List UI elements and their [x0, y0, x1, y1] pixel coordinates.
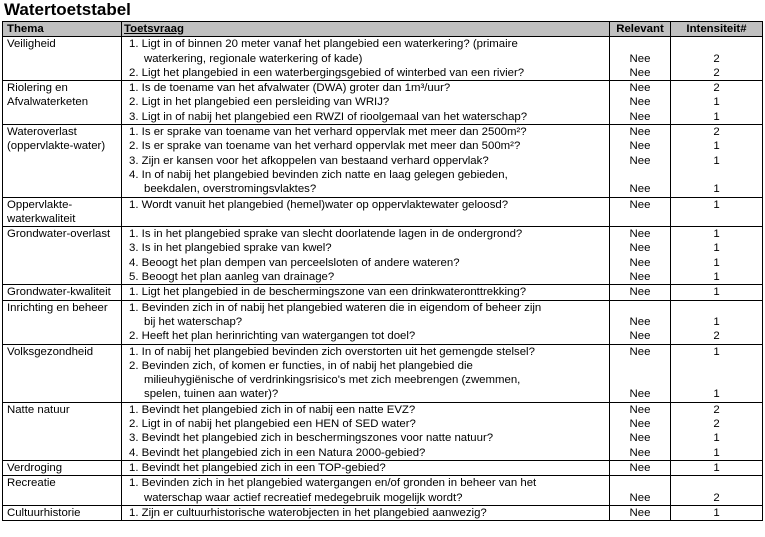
intensiteit-value: 2 — [713, 66, 720, 79]
question-line: 2. Ligt het plangebied in een waterbergingsgebied of winterbed van een rivier? — [129, 66, 525, 79]
toetsvraag-cell — [122, 125, 610, 197]
thema-label: Oppervlakte-waterkwaliteit — [7, 198, 76, 225]
question-line: waterschap waar actief recreatief medegebruik mogelijk wordt? — [144, 491, 463, 504]
intensiteit-value: 2 — [713, 82, 720, 95]
relevant-cell — [610, 402, 671, 460]
thema-label: Wateroverlast (oppervlakte-water) — [7, 126, 106, 153]
relevant-cell — [610, 125, 671, 197]
toetsvraag-cell — [122, 344, 610, 402]
question-line: spelen, tuinen aan water)? — [144, 388, 279, 401]
relevant-value: Nee — [629, 242, 651, 255]
table-row — [3, 505, 763, 520]
relevant-cell — [610, 344, 671, 402]
intensiteit-value: 1 — [713, 140, 720, 153]
spacer — [673, 476, 760, 490]
intensiteit-cell — [671, 402, 763, 460]
table-body — [3, 37, 763, 521]
relevant-value: Nee — [629, 271, 651, 284]
header-intensiteit: Intensiteit# — [671, 22, 763, 37]
question-line: 2. Ligt in het plangebied een persleiding van WRIJ? — [129, 96, 390, 109]
intensiteit-cell — [671, 344, 763, 402]
intensiteit-cell — [671, 285, 763, 300]
question-line: 1. Zijn er cultuurhistorische waterobjecten in het plangebied aanwezig? — [129, 506, 487, 519]
spacer — [612, 168, 668, 182]
spacer — [673, 373, 760, 387]
intensiteit-value: 1 — [713, 315, 720, 328]
question-line: 1. Bevindt het plangebied zich in een TOP-gebied? — [129, 461, 386, 474]
page-title: Watertoetstabel — [4, 0, 131, 19]
intensiteit-cell — [671, 197, 763, 227]
toetsvraag-cell — [122, 300, 610, 344]
thema-label: Natte natuur — [7, 403, 70, 416]
question-line: 1. Ligt het plangebied in de beschermingszone van een drinkwateronttrekking? — [129, 286, 527, 299]
spacer — [612, 359, 668, 373]
intensiteit-value: 2 — [713, 418, 720, 431]
relevant-value: Nee — [629, 140, 651, 153]
thema-label: Inrichting en beheer — [7, 301, 108, 314]
toetsvraag-cell — [122, 227, 610, 285]
thema-cell — [3, 460, 122, 475]
relevant-value: Nee — [629, 286, 651, 299]
relevant-value: Nee — [629, 315, 651, 328]
intensiteit-value: 1 — [713, 271, 720, 284]
relevant-value: Nee — [629, 506, 651, 519]
toetsvraag-cell — [122, 476, 610, 506]
intensiteit-cell — [671, 300, 763, 344]
table-row — [3, 81, 763, 125]
question-line: 3. Is in het plangebied sprake van kwel? — [129, 242, 332, 255]
intensiteit-value: 1 — [713, 388, 720, 401]
table-row — [3, 344, 763, 402]
intensiteit-value: 1 — [713, 183, 720, 196]
intensiteit-value: 1 — [713, 446, 720, 459]
thema-cell — [3, 285, 122, 300]
thema-cell — [3, 505, 122, 520]
intensiteit-cell — [671, 81, 763, 125]
relevant-cell — [610, 460, 671, 475]
relevant-value: Nee — [629, 183, 651, 196]
question-line: 2. Is er sprake van toename van het verhard oppervlak met meer dan 500m²? — [129, 140, 521, 153]
intensiteit-value: 2 — [713, 330, 720, 343]
table-row — [3, 476, 763, 506]
intensiteit-value: 1 — [713, 432, 720, 445]
table-row — [3, 285, 763, 300]
table-row — [3, 300, 763, 344]
intensiteit-value: 1 — [713, 110, 720, 123]
relevant-value: Nee — [629, 256, 651, 269]
relevant-cell — [610, 505, 671, 520]
intensiteit-cell — [671, 476, 763, 506]
question-line: waterkering, regionale waterkering of kade) — [144, 52, 363, 65]
question-line: 4. Beoogt het plan dempen van perceelsloten of andere wateren? — [129, 256, 460, 269]
thema-cell — [3, 402, 122, 460]
table-header-row — [3, 22, 763, 37]
intensiteit-value: 1 — [713, 154, 720, 167]
relevant-cell — [610, 476, 671, 506]
thema-cell — [3, 227, 122, 285]
toetsvraag-cell — [122, 197, 610, 227]
question-line: 3. Bevindt het plangebied zich in beschermingszones voor natte natuur? — [129, 432, 494, 445]
question-line: 2. Heeft het plan herinrichting van watergangen tot doel? — [129, 330, 416, 343]
intensiteit-value: 2 — [713, 403, 720, 416]
intensiteit-value: 1 — [713, 242, 720, 255]
header-thema: Thema — [3, 22, 122, 37]
intensiteit-value: 1 — [713, 345, 720, 358]
watertoets-table — [2, 21, 763, 521]
intensiteit-value: 1 — [713, 198, 720, 211]
thema-label: Veiligheid — [7, 38, 56, 51]
question-line: 1. Ligt in of binnen 20 meter vanaf het plangebied een waterkering? (primaire — [129, 38, 518, 51]
intensiteit-value: 2 — [713, 126, 720, 139]
intensiteit-value: 1 — [713, 256, 720, 269]
relevant-cell — [610, 285, 671, 300]
header-toetsvraag: Toetsvraag — [122, 22, 610, 37]
table-row — [3, 37, 763, 81]
intensiteit-value: 1 — [713, 286, 720, 299]
relevant-cell — [610, 37, 671, 81]
relevant-value: Nee — [629, 491, 651, 504]
relevant-cell — [610, 227, 671, 285]
relevant-value: Nee — [629, 66, 651, 79]
table-row — [3, 197, 763, 227]
relevant-value: Nee — [629, 96, 651, 109]
table-row — [3, 125, 763, 197]
question-line: 4. In of nabij het plangebied bevinden zich natte en laag gelegen gebieden, — [129, 168, 508, 181]
toetsvraag-cell — [122, 402, 610, 460]
relevant-value: Nee — [629, 110, 651, 123]
relevant-value: Nee — [629, 418, 651, 431]
question-line: 1. In of nabij het plangebied bevinden zich overstorten uit het gemengde stelsel? — [129, 345, 535, 358]
relevant-cell — [610, 81, 671, 125]
relevant-value: Nee — [629, 432, 651, 445]
relevant-value: Nee — [629, 388, 651, 401]
question-line: 1. Is de toename van het afvalwater (DWA) groter dan 1m³/uur? — [129, 82, 451, 95]
question-line: 1. Bevinden zich in het plangebied watergangen en/of gronden in beheer van het — [129, 477, 537, 490]
thema-label: Grondwater-kwaliteit — [7, 286, 111, 299]
thema-cell — [3, 125, 122, 197]
header-relevant: Relevant — [610, 22, 671, 37]
thema-cell — [3, 37, 122, 81]
intensiteit-cell — [671, 227, 763, 285]
spacer — [612, 373, 668, 387]
spacer — [612, 476, 668, 490]
question-line: 1. Wordt vanuit het plangebied (hemel)water op oppervlaktewater geloosd? — [129, 198, 509, 211]
relevant-value: Nee — [629, 330, 651, 343]
question-line: 1. Bevindt het plangebied zich in of nabij een natte EVZ? — [129, 403, 416, 416]
intensiteit-value: 1 — [713, 96, 720, 109]
thema-label: Grondwater-overlast — [7, 228, 111, 241]
intensiteit-cell — [671, 460, 763, 475]
question-line: 2. Bevinden zich, of komen er functies, in of nabij het plangebied die — [129, 359, 473, 372]
relevant-value: Nee — [629, 403, 651, 416]
relevant-value: Nee — [629, 126, 651, 139]
thema-label: Riolering en Afvalwaterketen — [7, 82, 89, 109]
toetsvraag-cell — [122, 81, 610, 125]
table-row — [3, 402, 763, 460]
thema-cell — [3, 81, 122, 125]
question-line: 3. Ligt in of nabij het plangebied een RWZI of rioolgemaal van het waterschap? — [129, 110, 528, 123]
relevant-cell — [610, 197, 671, 227]
thema-label: Recreatie — [7, 477, 56, 490]
relevant-value: Nee — [629, 446, 651, 459]
spacer — [673, 301, 760, 315]
spacer — [673, 359, 760, 373]
thema-cell — [3, 476, 122, 506]
relevant-cell — [610, 300, 671, 344]
question-line: bij het waterschap? — [144, 315, 243, 328]
spacer — [673, 168, 760, 182]
intensiteit-value: 2 — [713, 52, 720, 65]
relevant-value: Nee — [629, 198, 651, 211]
intensiteit-cell — [671, 505, 763, 520]
question-line: 2. Ligt in of nabij het plangebied een HEN of SED water? — [129, 418, 416, 431]
question-line: 1. Is er sprake van toename van het verhard oppervlak met meer dan 2500m²? — [129, 126, 527, 139]
toetsvraag-cell — [122, 505, 610, 520]
question-line: 4. Bevindt het plangebied zich in een Natura 2000-gebied? — [129, 446, 426, 459]
relevant-value: Nee — [629, 228, 651, 241]
question-line: 5. Beoogt het plan aanleg van drainage? — [129, 271, 335, 284]
question-line: 1. Is in het plangebied sprake van slecht doorlatende lagen in de ondergrond? — [129, 228, 523, 241]
toetsvraag-cell — [122, 37, 610, 81]
intensiteit-value: 1 — [713, 461, 720, 474]
toetsvraag-cell — [122, 285, 610, 300]
relevant-value: Nee — [629, 345, 651, 358]
intensiteit-value: 1 — [713, 506, 720, 519]
table-row — [3, 460, 763, 475]
thema-label: Volksgezondheid — [7, 345, 94, 358]
table-row — [3, 227, 763, 285]
spacer — [612, 37, 668, 51]
question-line: 3. Zijn er kansen voor het afkoppelen van bestaand verhard oppervlak? — [129, 154, 489, 167]
thema-cell — [3, 300, 122, 344]
relevant-value: Nee — [629, 154, 651, 167]
spacer — [673, 37, 760, 51]
spacer — [612, 301, 668, 315]
question-line: beekdalen, overstromingsvlaktes? — [144, 183, 317, 196]
thema-cell — [3, 344, 122, 402]
toetsvraag-cell — [122, 460, 610, 475]
thema-cell — [3, 197, 122, 227]
intensiteit-value: 2 — [713, 491, 720, 504]
thema-label: Cultuurhistorie — [7, 506, 81, 519]
relevant-value: Nee — [629, 52, 651, 65]
question-line: 1. Bevinden zich in of nabij het plangebied wateren die in eigendom of beheer zijn — [129, 301, 542, 314]
intensiteit-value: 1 — [713, 228, 720, 241]
thema-label: Verdroging — [7, 461, 63, 474]
intensiteit-cell — [671, 125, 763, 197]
intensiteit-cell — [671, 37, 763, 81]
question-line: milieuhygiënische of verdrinkingsrisico's met zich meebrengen (zwemmen, — [144, 374, 521, 387]
relevant-value: Nee — [629, 82, 651, 95]
relevant-value: Nee — [629, 461, 651, 474]
